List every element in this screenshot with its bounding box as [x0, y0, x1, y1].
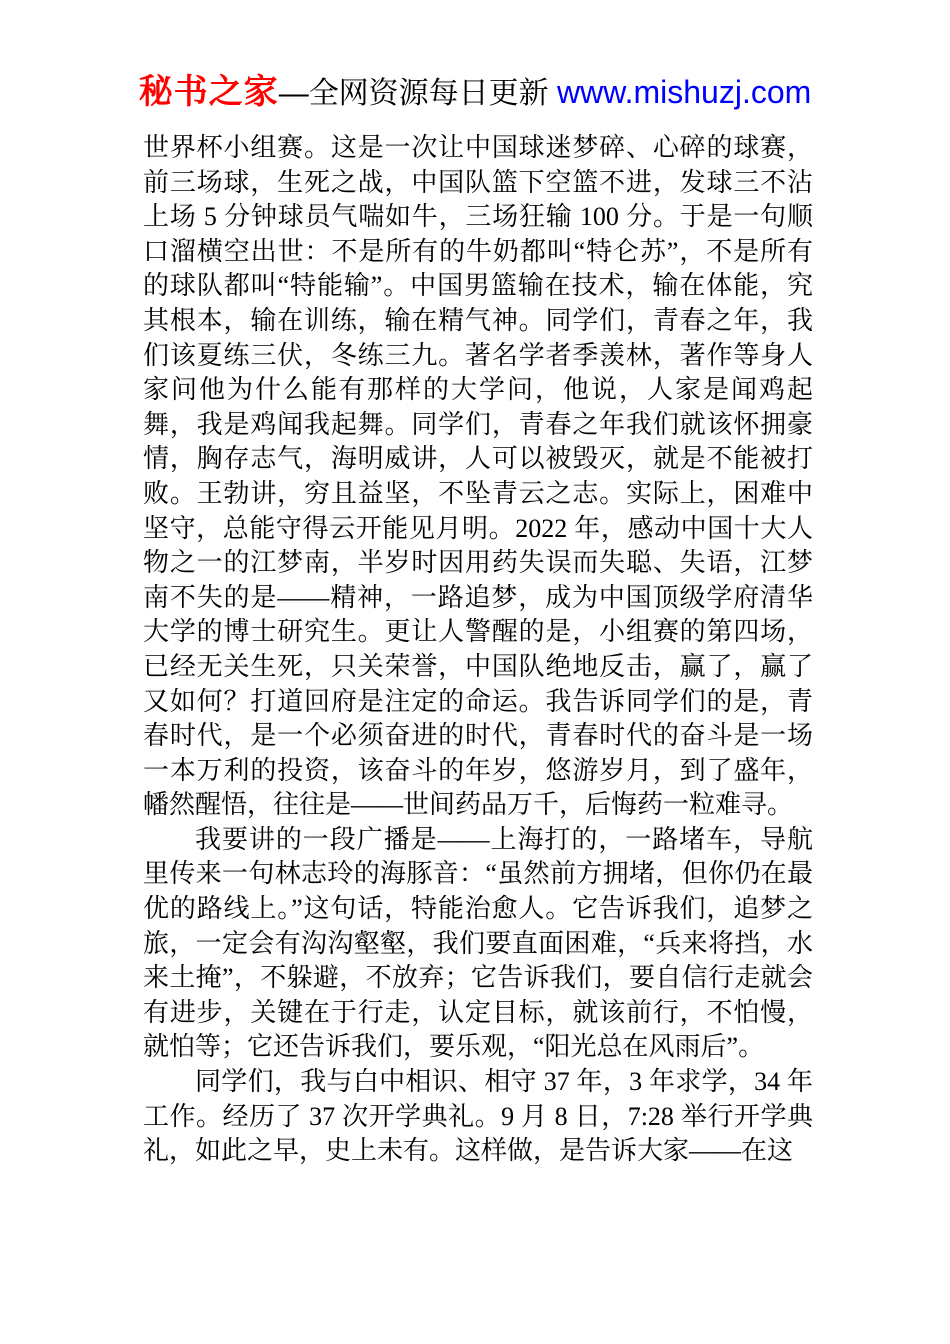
site-url-link[interactable]: www.mishuzj.com	[557, 74, 812, 110]
site-header	[0, 72, 950, 119]
paragraph-3: 同学们，我与白中相识、相守 37 年，3 年求学，34 年工作。经历了 37 次开学典礼。9 月 8 日，7:28 举行开学典礼，如此之早，史上未有。这样做，是告诉大家——在这	[143, 1067, 813, 1166]
site-brand: 秘书之家	[138, 73, 279, 111]
site-tagline: 全网资源每日更新	[308, 77, 558, 110]
paragraph-1: 世界杯小组赛。这是一次让中国球迷梦碎、心碎的球赛，前三场球，生死之战，中国队篮下空篮不进，发球三不沾上场 5 分钟球员气喘如牛，三场狂输 100 分。于是一句顺口溜横空出世：不是所有的牛奶都叫“特仑苏”，不是所有的球队都叫“特能输”。中国男篮输在技术，输在体能，究其根本，输在训练，输在精气神。同学们，青春之年，我们该夏练三伏，冬练三九。著名学者季羡林，著作等身人家问他为什么能有那样的大学问，他说，人家是闻鸡起舞，我是鸡闻我起舞。同学们，青春之年我们就该怀拥豪情，胸存志气，海明威讲，人可以被毁灭，就是不能被打败。王勃讲，穷且益坚，不坠青云之志。实际上，困难中坚守，总能守得云开能见月明。2022 年，感动中国十大人物之一的江梦南，半岁时因用药失误而失聪、失语，江梦南不失的是——精神，一路追梦，成为中国顶级学府清华大学的博士研究生。更让人警醒的是，小组赛的第四场，已经无关生死，只关荣誉，中国队绝地反击，赢了，赢了又如何？打道回府是注定的命运。我告诉同学们的是，青春时代，是一个必须奋进的时代，青春时代的奋斗是一场一本万利的投资，该奋斗的年岁，悠游岁月，到了盛年，幡然醒悟，往往是——世间药品万千，后悔药一粒难寻。	[143, 133, 813, 820]
header-dash: —	[278, 77, 309, 110]
document-body	[143, 131, 813, 1169]
paragraph-2: 我要讲的一段广播是——上海打的，一路堵车，导航里传来一句林志玲的海豚音：“虽然前方拥堵，但你仍在最优的路线上。”这句话，特能治愈人。它告诉我们，追梦之旅，一定会有沟沟壑壑，我们要直面困难，“兵来将挡，水来土掩”，不躲避，不放弃；它告诉我们，要自信行走就会有进步，关键在于行走，认定目标，就该前行，不怕慢，就怕等；它还告诉我们，要乐观，“阳光总在风雨后”。	[143, 824, 813, 1062]
